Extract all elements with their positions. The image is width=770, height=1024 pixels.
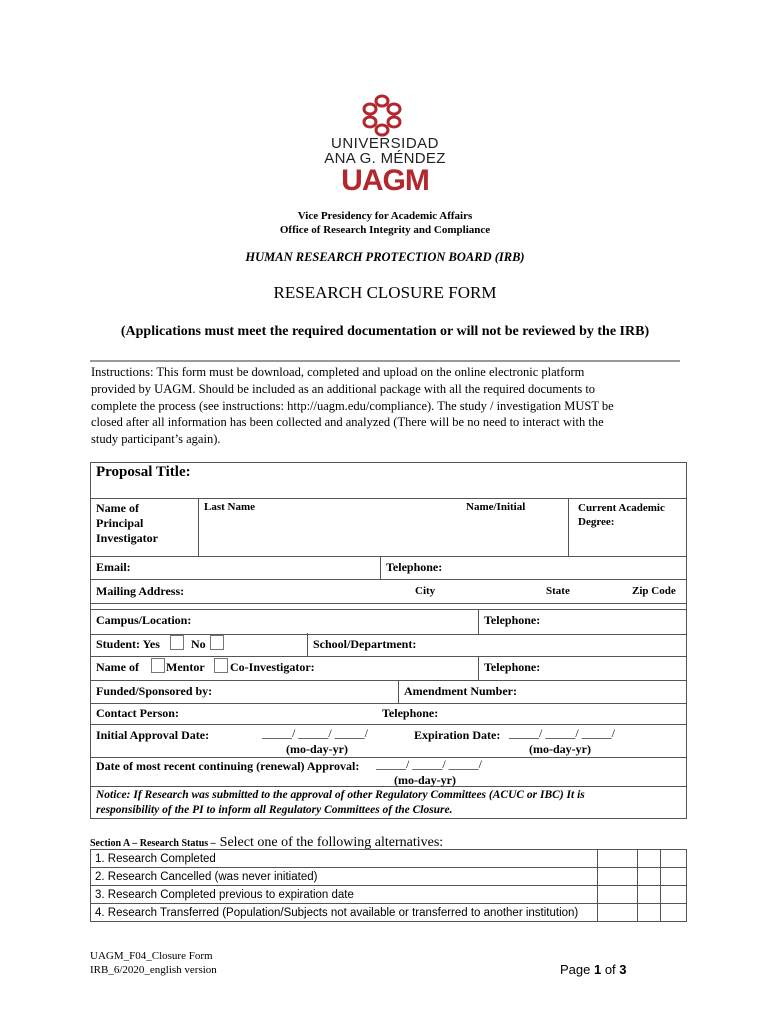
expiration-date[interactable]: _____/ _____/ _____/ bbox=[509, 726, 616, 740]
status-gap bbox=[660, 868, 686, 886]
campus-telephone-label: Telephone: bbox=[484, 613, 541, 627]
pi-label-line: Name of bbox=[96, 501, 139, 515]
logo-line-2: ANA G. MÉNDEZ bbox=[324, 150, 446, 167]
status-checkbox[interactable] bbox=[638, 850, 661, 868]
instructions-line: closed after all information has been collected and analyzed (There will be no need to interact with the bbox=[91, 415, 604, 430]
instructions-line: complete the process (see instructions: http://uagm.edu/compliance). The study / investigation MUST be bbox=[91, 398, 614, 413]
degree-label bbox=[578, 501, 665, 529]
footer-form-id: UAGM_F04_Closure Form bbox=[90, 950, 213, 962]
table-row bbox=[91, 904, 687, 922]
university-logo-icon bbox=[356, 93, 408, 137]
renewal-date[interactable]: _____/ _____/ _____/ bbox=[376, 757, 483, 771]
instructions-line: provided by UAGM. Should be included as an additional package with all the required documents to bbox=[91, 381, 596, 396]
name-of-label: Name of bbox=[96, 660, 139, 674]
section-a-label: Section A – Research Status – bbox=[90, 838, 216, 849]
divider bbox=[307, 633, 308, 657]
divider bbox=[478, 609, 479, 634]
student-yes-label: Student: Yes bbox=[96, 637, 160, 651]
divider bbox=[398, 680, 399, 704]
status-gap bbox=[598, 886, 638, 904]
pi-label-line: Principal bbox=[96, 516, 144, 530]
student-no-label: No bbox=[191, 637, 206, 651]
degree-label-line: Current Academic bbox=[578, 502, 665, 514]
divider bbox=[568, 498, 569, 557]
degree-label-line: Degree: bbox=[578, 516, 615, 528]
telephone-label: Telephone: bbox=[386, 560, 443, 574]
zip-label: Zip Code bbox=[632, 585, 676, 597]
instructions bbox=[91, 364, 614, 448]
date-format-label: (mo-day-yr) bbox=[286, 742, 348, 756]
research-status-table bbox=[90, 849, 687, 922]
committee-notice bbox=[96, 788, 585, 818]
page-number bbox=[560, 962, 627, 977]
closure-form bbox=[90, 462, 687, 819]
contact-telephone-label: Telephone: bbox=[382, 706, 439, 720]
contact-label: Contact Person: bbox=[96, 706, 179, 720]
expiration-label: Expiration Date: bbox=[414, 728, 501, 742]
status-gap bbox=[660, 904, 686, 922]
amendment-label: Amendment Number: bbox=[404, 684, 517, 698]
logo-acronym: UAGM bbox=[341, 164, 429, 197]
footer-version: IRB_6/2020_english version bbox=[90, 964, 217, 976]
mentor-telephone-label: Telephone: bbox=[484, 660, 541, 674]
status-gap bbox=[660, 886, 686, 904]
status-option: 1. Research Completed bbox=[91, 850, 598, 868]
coinvestigator-label: Co-Investigator: bbox=[230, 660, 315, 674]
status-checkbox[interactable] bbox=[638, 868, 661, 886]
name-initial-label: Name/Initial bbox=[466, 501, 526, 513]
status-option: 2. Research Cancelled (was never initiated) bbox=[91, 868, 598, 886]
requirement-notice: (Applications must meet the required documentation or will not be reviewed by the IRB) bbox=[120, 324, 650, 339]
pi-label-line: Investigator bbox=[96, 531, 158, 545]
logo-line-1: UNIVERSIDAD bbox=[330, 135, 440, 152]
page-prefix: Page bbox=[560, 962, 594, 977]
pi-label bbox=[96, 501, 158, 546]
mailing-label: Mailing Address: bbox=[96, 584, 185, 598]
status-option: 3. Research Completed previous to expiration date bbox=[91, 886, 598, 904]
proposal-title-label: Proposal Title: bbox=[96, 464, 191, 480]
office-line-2: Office of Research Integrity and Compliance bbox=[279, 224, 491, 236]
status-checkbox[interactable] bbox=[638, 886, 661, 904]
status-checkbox[interactable] bbox=[638, 904, 661, 922]
status-option: 4. Research Transferred (Population/Subjects not available or transferred to another institution) bbox=[91, 904, 598, 922]
notice-line: Notice: If Research was submitted to the approval of other Regulatory Committees (ACUC or IBC) It is bbox=[96, 789, 585, 801]
instructions-line: Instructions: This form must be download, completed and upload on the online electronic platform bbox=[91, 365, 585, 379]
student-yes-checkbox[interactable] bbox=[170, 635, 184, 650]
status-gap bbox=[598, 904, 638, 922]
status-gap bbox=[598, 868, 638, 886]
last-name-label: Last Name bbox=[204, 501, 256, 513]
notice-line: responsibility of the PI to inform all Regulatory Committees of the Closure. bbox=[96, 804, 453, 816]
section-a-instruction: Select one of the following alternatives: bbox=[219, 835, 444, 850]
school-label: School/Department: bbox=[313, 637, 417, 651]
date-format-label: (mo-day-yr) bbox=[529, 742, 591, 756]
student-no-checkbox[interactable] bbox=[210, 635, 224, 650]
page-of: of bbox=[601, 962, 620, 977]
table-row bbox=[91, 886, 687, 904]
table-row bbox=[91, 868, 687, 886]
form-title: RESEARCH CLOSURE FORM bbox=[273, 283, 497, 302]
state-label: State bbox=[546, 585, 570, 597]
status-gap bbox=[660, 850, 686, 868]
city-label: City bbox=[415, 585, 436, 597]
board-name: HUMAN RESEARCH PROTECTION BOARD (IRB) bbox=[245, 250, 525, 264]
mentor-label: Mentor bbox=[166, 660, 205, 674]
page-total: 3 bbox=[619, 962, 627, 977]
divider bbox=[90, 360, 680, 362]
campus-label: Campus/Location: bbox=[96, 613, 192, 627]
mentor-checkbox[interactable] bbox=[151, 658, 165, 673]
table-row bbox=[91, 850, 687, 868]
divider bbox=[478, 656, 479, 681]
divider bbox=[380, 556, 381, 580]
page-current: 1 bbox=[593, 962, 602, 977]
status-gap bbox=[598, 850, 638, 868]
instructions-line: study participant’s again). bbox=[91, 432, 221, 447]
email-label: Email: bbox=[96, 560, 131, 574]
date-format-label: (mo-day-yr) bbox=[394, 773, 456, 787]
renewal-label: Date of most recent continuing (renewal) Approval: bbox=[96, 759, 360, 773]
office-line-1: Vice Presidency for Academic Affairs bbox=[297, 210, 473, 222]
coinvestigator-checkbox[interactable] bbox=[214, 658, 228, 673]
initial-approval-label: Initial Approval Date: bbox=[96, 728, 210, 742]
initial-approval-date[interactable]: _____/ _____/ _____/ bbox=[262, 726, 369, 740]
funded-label: Funded/Sponsored by: bbox=[96, 684, 213, 698]
